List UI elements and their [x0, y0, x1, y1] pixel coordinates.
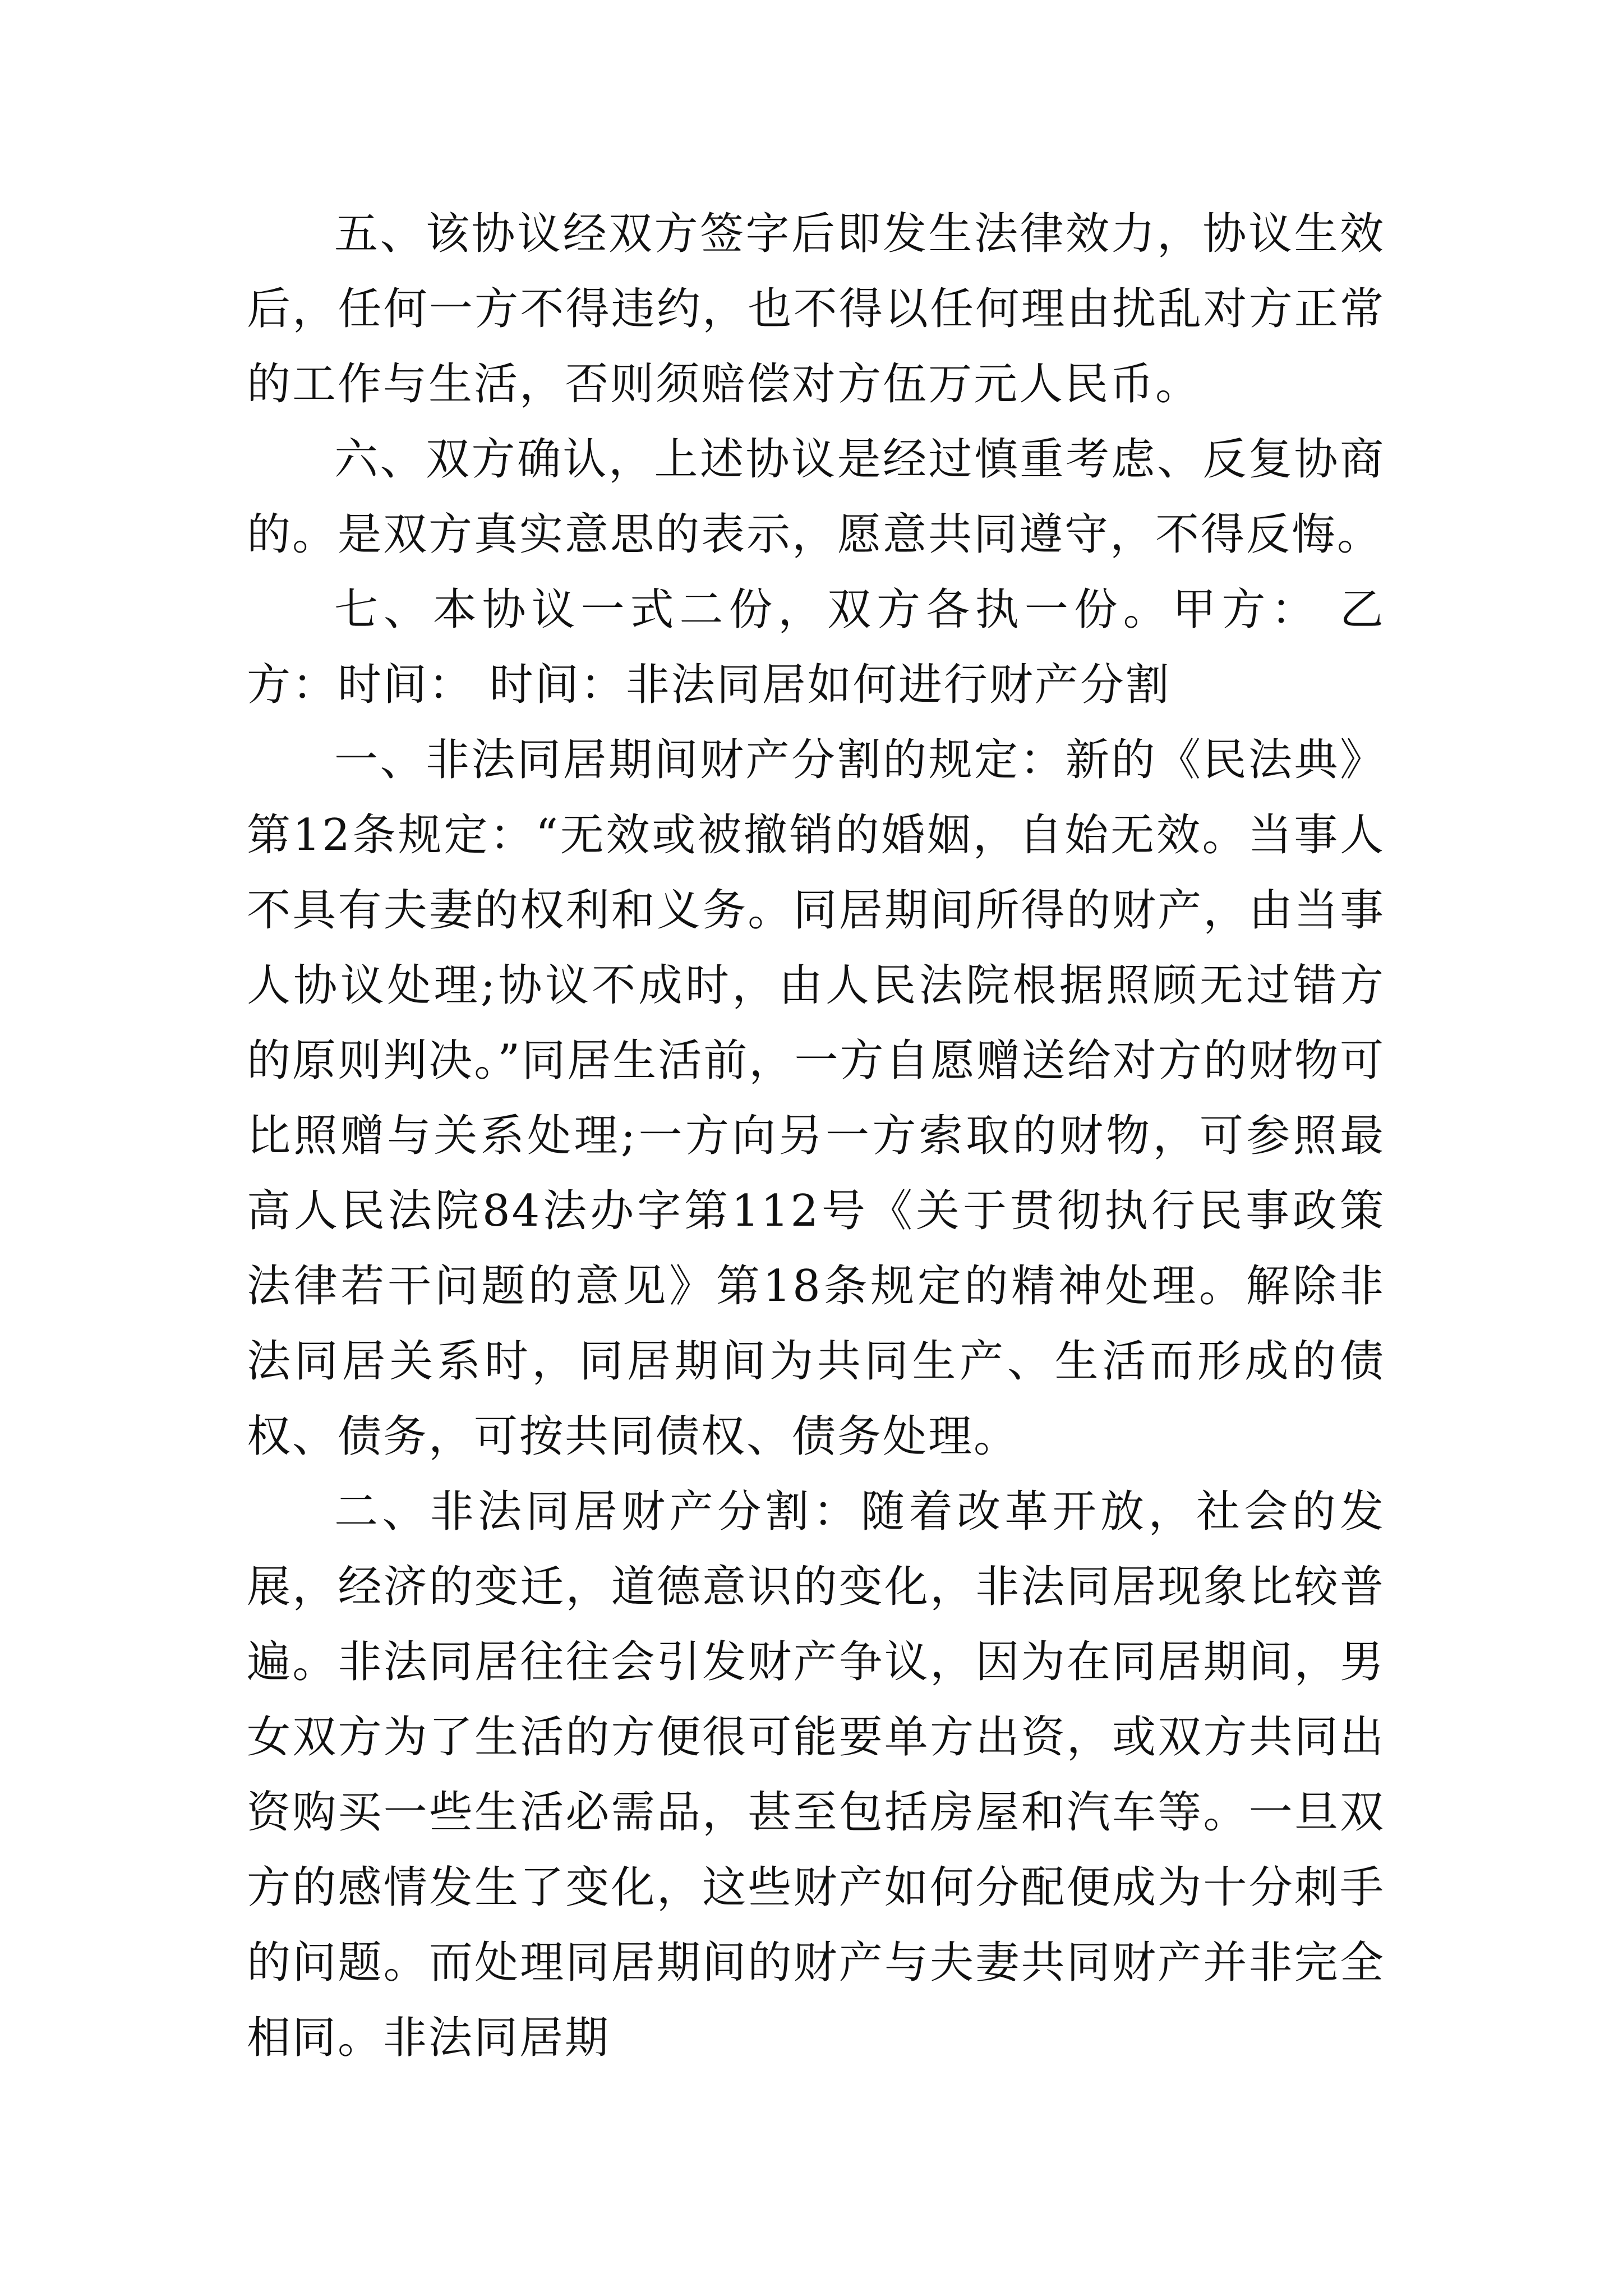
document-body	[247, 196, 1385, 2076]
paragraph-clause-6: 六、双方确认，上述协议是经过慎重考虑、反复协商的。是双方真实意思的表示，愿意共同遵守，不得反悔。	[247, 434, 1385, 560]
paragraph-section-1: 一、非法同居期间财产分割的规定：新的《民法典》第12条规定：“无效或被撤销的婚姻，自始无效。当事人不具有夫妻的权利和义务。同居期间所得的财产，由当事人协议处理;协议不成时，由人民法院根据照顾无过错方的原则判决。”同居生活前，一方自愿赠送给对方的财物可比照赠与关系处理;一方向另一方索取的财物，可参照最高人民法院84法办字第112号《关于贯彻执行民事政策法律若干问题的意见》第18条规定的精神处理。解除非法同居关系时，同居期间为共同生产、生活而形成的债权、债务，可按共同债权、债务处理。	[247, 735, 1385, 1462]
paragraph-clause-7: 七、本协议一式二份，双方各执一份。甲方： 乙方：时间： 时间：非法同居如何进行财产分割	[247, 585, 1385, 710]
paragraph-clause-5: 五、该协议经双方签字后即发生法律效力，协议生效后，任何一方不得违约，也不得以任何理由扰乱对方正常的工作与生活，否则须赔偿对方伍万元人民币。	[247, 209, 1385, 409]
paragraph-section-2: 二、非法同居财产分割：随着改革开放，社会的发展，经济的变迁，道德意识的变化，非法同居现象比较普遍。非法同居往往会引发财产争议，因为在同居期间，男女双方为了生活的方便很可能要单方出资，或双方共同出资购买一些生活必需品，甚至包括房屋和汽车等。一旦双方的感情发生了变化，这些财产如何分配便成为十分刺手的问题。而处理同居期间的财产与夫妻共同财产并非完全相同。非法同居期	[247, 1487, 1385, 2063]
